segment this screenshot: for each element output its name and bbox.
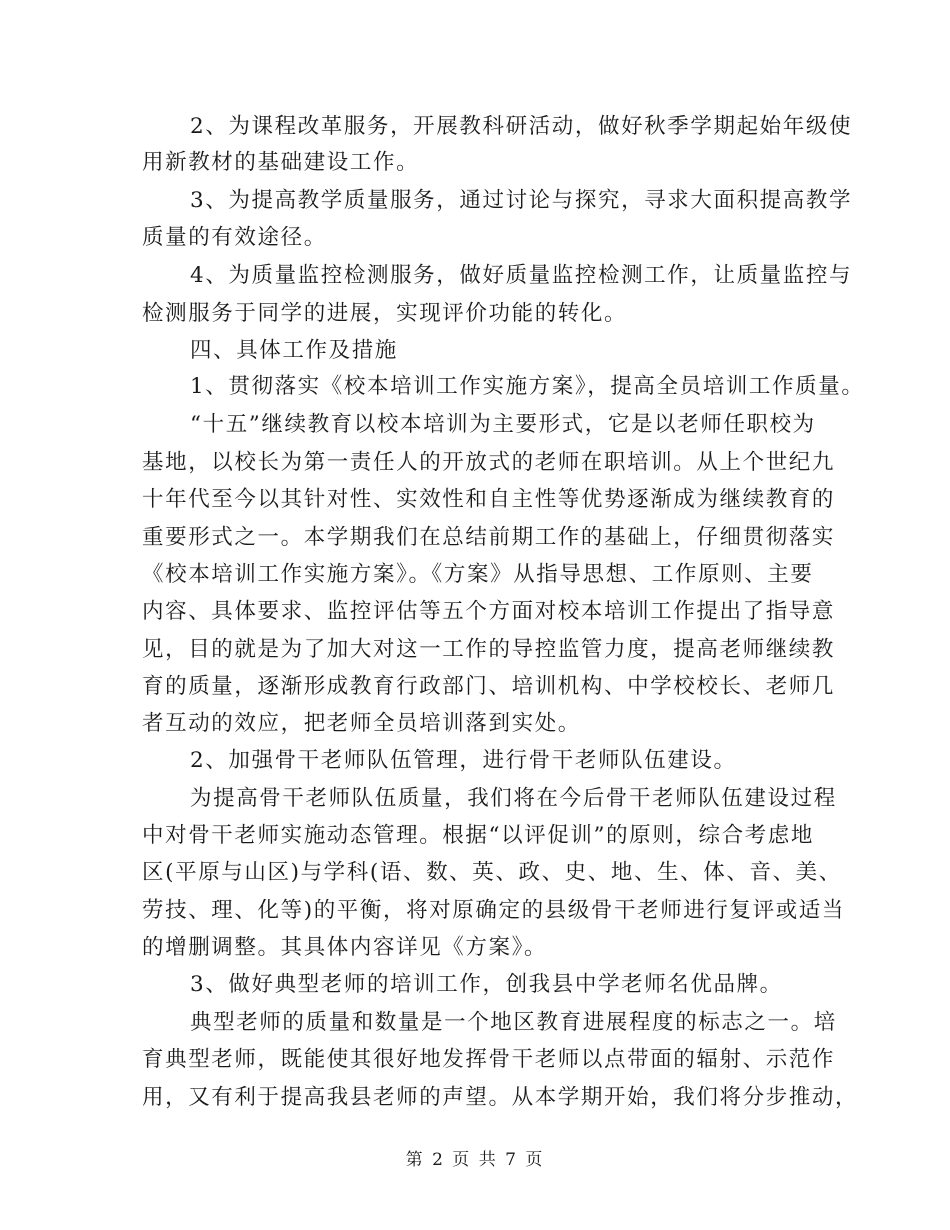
paragraph-line: 中对骨干老师实施动态管理。根据“以评促训”的原则，综合考虑地 xyxy=(142,823,814,848)
paragraph-line: 《校本培训工作实施方案》。《方案》从指导思想、工作原则、主要 xyxy=(142,562,814,587)
paragraph-line: 质量的有效途径。 xyxy=(142,225,327,250)
paragraph-line: 3、为提高教学质量服务，通过讨论与探究，寻求大面积提高教学 xyxy=(190,188,853,213)
paragraph-line: 育典型老师，既能使其很好地发挥骨干老师以点带面的辐射、示范作 xyxy=(142,1047,836,1072)
subsection-heading: 3、做好典型老师的培训工作，创我县中学老师名优品牌。 xyxy=(190,972,783,997)
paragraph-line: 十年代至今以其针对性、实效性和自主性等优势逐渐成为继续教育的 xyxy=(142,487,836,512)
paragraph-line: 见，目的就是为了加大对这一工作的导控监管力度，提高老师继续教 xyxy=(142,637,836,662)
paragraph-line: 区(平原与山区)与学科(语、数、英、政、史、地、生、体、音、美、 xyxy=(142,860,842,885)
paragraph-line: 育的质量，逐渐形成教育行政部门、培训机构、中学校校长、老师几 xyxy=(142,674,836,699)
paragraph-line: 内容、具体要求、监控评估等五个方面对校本培训工作提出了指导意 xyxy=(142,599,836,624)
paragraph-line: 2、为课程改革服务，开展教科研活动，做好秋季学期起始年级使 xyxy=(190,114,853,139)
paragraph-line: 为提高骨干老师队伍质量，我们将在今后骨干老师队伍建设过程 xyxy=(190,786,837,811)
paragraph-line: 的增删调整。其具体内容详见《方案》。 xyxy=(142,935,548,960)
subsection-heading: 2、加强骨干老师队伍管理，进行骨干老师队伍建设。 xyxy=(190,748,737,773)
paragraph-line: 基地，以校长为第一责任人的开放式的老师在职培训。从上个世纪九 xyxy=(142,450,836,475)
page-footer: 第 2 页 共 7 页 xyxy=(405,1150,545,1170)
section-heading: 四、具体工作及措施 xyxy=(190,338,398,363)
paragraph-line: 劳技、理、化等)的平衡，将对原确定的县级骨干老师进行复评或适当 xyxy=(142,898,845,923)
paragraph-line: 重要形式之一。本学期我们在总结前期工作的基础上，仔细贯彻落实 xyxy=(142,525,836,550)
paragraph-line: “十五”继续教育以校本培训为主要形式，它是以老师任职校为 xyxy=(190,412,816,437)
paragraph-line: 用，又有利于提高我县老师的声望。从本学期开始，我们将分步推动， xyxy=(142,1085,859,1110)
paragraph-line: 者互动的效应，把老师全员培训落到实处。 xyxy=(142,711,581,736)
paragraph-line: 典型老师的质量和数量是一个地区教育进展程度的标志之一。培 xyxy=(190,1010,837,1035)
paragraph-line: 用新教材的基础建设工作。 xyxy=(142,150,420,175)
subsection-heading: 1、贯彻落实《校本培训工作实施方案》，提高全员培训工作质量。 xyxy=(190,374,865,399)
paragraph-line: 4、为质量监控检测服务，做好质量监控检测工作，让质量监控与 xyxy=(190,263,853,288)
paragraph-line: 检测服务于同学的进展，实现评价功能的转化。 xyxy=(142,301,628,326)
